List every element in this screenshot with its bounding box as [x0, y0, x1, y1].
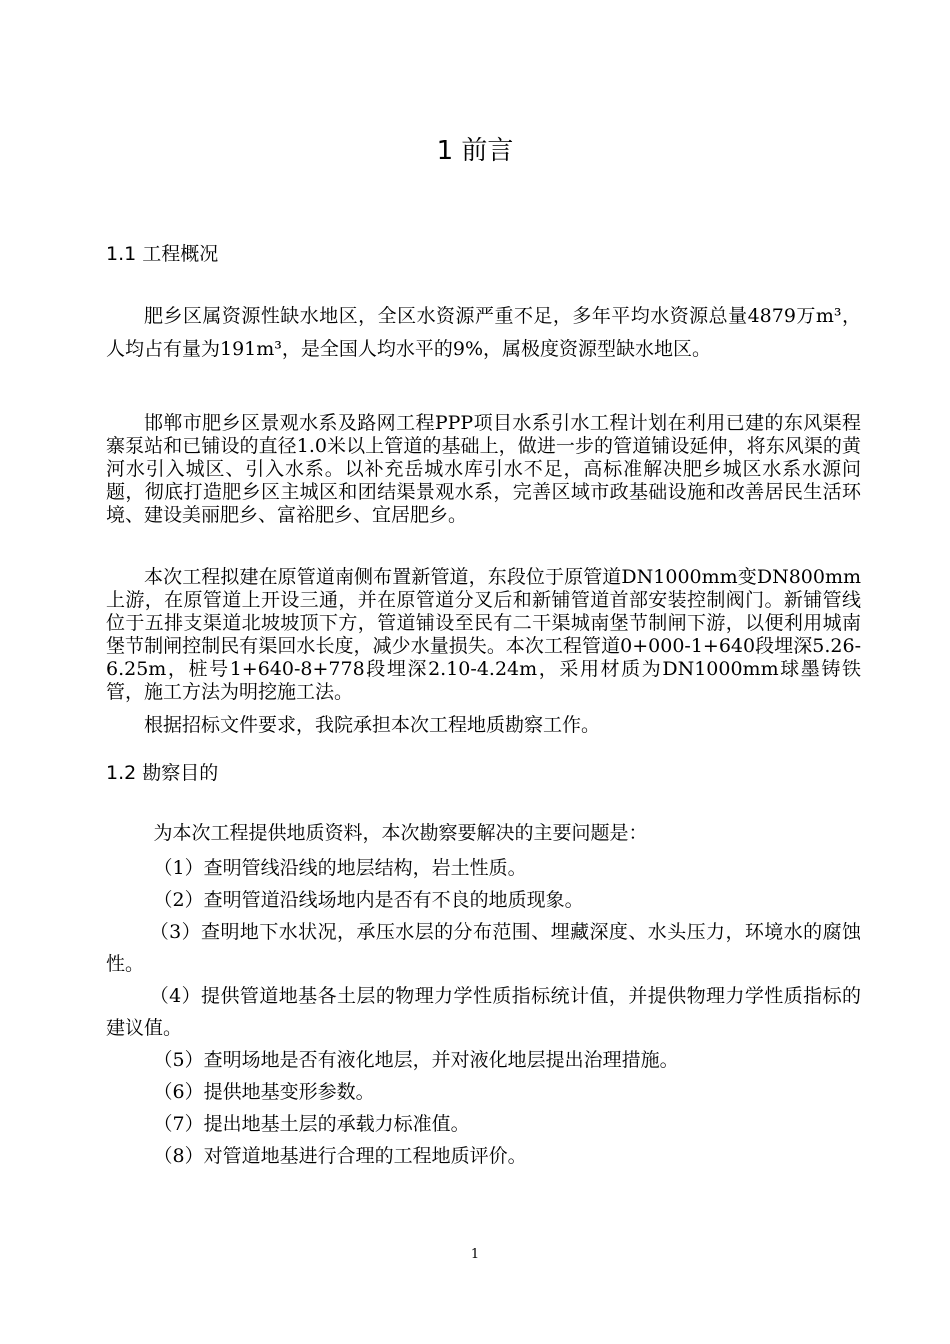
- paragraph-water-resources: 肥乡区属资源性缺水地区，全区水资源严重不足，多年平均水资源总量4879万m³，人均占有量为191m³，是全国人均水平的9%，属极度资源型缺水地区。: [106, 305, 861, 360]
- section-heading-overview: 1.1 工程概况: [106, 243, 219, 265]
- list-item: （6）提供地基变形参数。: [153, 1081, 375, 1103]
- list-item: （8）对管道地基进行合理的工程地质评价。: [153, 1145, 527, 1167]
- list-item: （7）提出地基土层的承载力标准值。: [153, 1113, 470, 1135]
- paragraph-pipeline-design: 本次工程拟建在原管道南侧布置新管道，东段位于原管道DN1000mm变DN800mm上游，在原管道上开设三通，并在原管道分叉后和新铺管道首部安装控制阀门。新铺管线位于五排支渠道北坡坡顶下方，管道铺设至民有二干渠城南堡节制闸下游，以便利用城南堡节制闸控制民有渠回水长度，减少水量损失。本次工程管道0+000-1+640段埋深5.26-6.25m，桩号1+640-8+778段埋深2.10-4.24m，采用材质为DN1000mm球墨铸铁管，施工方法为明挖施工法。: [106, 566, 861, 703]
- section-heading-purpose: 1.2 勘察目的: [106, 762, 219, 784]
- paragraph-project-plan: 邯郸市肥乡区景观水系及路网工程PPP项目水系引水工程计划在利用已建的东风渠程寨泵站和已铺设的直径1.0米以上管道的基础上，做进一步的管道铺设延伸，将东风渠的黄河水引入城区、引入水系。以补充岳城水库引水不足，高标准解决肥乡城区水系水源问题，彻底打造肥乡区主城区和团结渠景观水系，完善区域市政基础设施和改善居民生活环境、建设美丽肥乡、富裕肥乡、宜居肥乡。: [106, 412, 861, 526]
- list-item: （4）提供管道地基各土层的物理力学性质指标统计值，并提供物理力学性质指标的建议值。: [106, 985, 861, 1039]
- page-number: 1: [470, 1247, 480, 1262]
- list-item: （2）查明管道沿线场地内是否有不良的地质现象。: [153, 889, 584, 911]
- page-title: 1 前言: [436, 136, 514, 166]
- list-item: （1）查明管线沿线的地层结构，岩土性质。: [153, 857, 527, 879]
- list-item: （5）查明场地是否有液化地层，并对液化地层提出治理措施。: [153, 1049, 679, 1071]
- paragraph-purpose-intro: 为本次工程提供地质资料，本次勘察要解决的主要问题是：: [153, 822, 648, 844]
- paragraph-survey-assignment: 根据招标文件要求，我院承担本次工程地质勘察工作。: [144, 714, 601, 736]
- purpose-list: [106, 852, 861, 1172]
- list-item: （3）查明地下水状况，承压水层的分布范围、埋藏深度、水头压力，环境水的腐蚀性。: [106, 921, 861, 975]
